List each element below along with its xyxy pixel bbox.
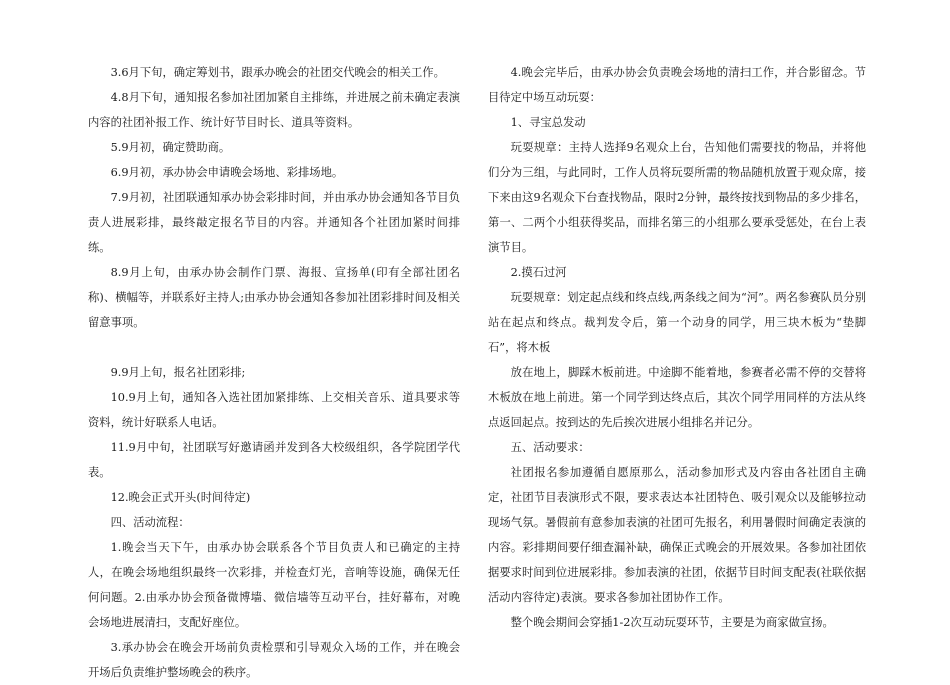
paragraph: 10.9月上旬，通知各入选社团加紧排练、上交相关音乐、道具要求等资料，统计好联系人电话。 [88, 391, 460, 429]
paragraph: 9.9月上旬，报名社团彩排; [110, 366, 246, 379]
blank-line [88, 335, 460, 360]
left-column [88, 60, 460, 685]
section-heading: 五、活动要求： [510, 441, 590, 454]
paragraph: 1.晚会当天下午，由承办协会联系各个节目负责人和已确定的主持人，在晚会场地组织最终一次彩排，并检查灯光，音响等设施，确保无任何问题。2.由承办协会预备微博墙、微信墙等互动平台，挂好幕布，对晚会场地进展清扫，支配好座位。 [88, 541, 460, 629]
paragraph: 8.9月上旬，由承办协会制作门票、海报、宣扬单(印有全部社团名称)、横幅等，并联系好主持人;由承办协会通知各参加社团彩排时间及相关留意事项。 [88, 266, 460, 329]
subsection-heading: 1、寻宝总发动 [510, 116, 586, 129]
paragraph: 放在地上，脚踩木板前进。中途脚不能着地，参赛者必需不停的交替将木板放在地上前进。第一个同学到达终点后，其次个同学用同样的方法从终点返回起点。按到达的先后挨次进展小组排名并记分。 [488, 366, 866, 429]
paragraph: 社团报名参加遵循自愿原那么，活动参加形式及内容由各社团自主确定，社团节目表演形式不限，要求表达本社团特色、吸引观众以及能够拉动现场气氛。暑假前有意参加表演的社团可先报名，利用暑假时间确定表演的内容。彩排期间要仔细查漏补缺，确保正式晚会的开展效果。各参加社团依据要求时间到位进展彩排。参加表演的社团，依据节目时间支配表(社联依据活动内容待定)表演。要求各参加社团协作工作。 [488, 466, 866, 604]
paragraph: 3.6月下旬，确定筹划书，跟承办晚会的社团交代晚会的相关工作。 [110, 66, 445, 79]
paragraph: 3.承办协会在晚会开场前负责检票和引导观众入场的工作，并在晚会开场后负责维护整场晚会的秩序。 [88, 641, 460, 679]
paragraph: 玩耍规章：划定起点线和终点线,两条线之间为“河”。两名参赛队员分别站在起点和终点。裁判发令后，第一个动身的同学，用三块木板为“垫脚石”，将木板 [488, 291, 866, 354]
paragraph: 4.晚会完毕后，由承办协会负责晚会场地的清扫工作，并合影留念。节目待定中场互动玩耍： [488, 66, 866, 104]
paragraph: 7.9月初，社团联通知承办协会彩排时间，并由承办协会通知各节目负责人进展彩排，最终敲定报名节目的内容。并通知各个社团加紧时间排练。 [88, 191, 460, 254]
right-column [488, 60, 866, 635]
paragraph: 5.9月初，确定赞助商。 [110, 141, 231, 154]
paragraph: 12.晚会正式开头(时间待定) [110, 491, 251, 504]
paragraph: 11.9月中旬，社团联写好邀请函并发到各大校级组织，各学院团学代表。 [88, 441, 460, 479]
paragraph: 6.9月初，承办协会申请晚会场地、彩排场地。 [110, 166, 344, 179]
paragraph: 整个晚会期间会穿插1-2次互动玩耍环节，主要是为商家做宣扬。 [510, 616, 834, 629]
section-heading: 四、活动流程： [110, 516, 190, 529]
paragraph: 玩耍规章：主持人选择9名观众上台，告知他们需要找的物品，并将他们分为三组，与此同时，工作人员将玩耍所需的物品随机放置于观众席，接下来由这9名观众下台查找物品，限时2分钟，最终按找到物品的多少排名，第一、二两个小组获得奖品，而排名第三的小组那么要承受惩处，在台上表演节目。 [488, 141, 866, 254]
subsection-heading: 2.摸石过河 [510, 266, 567, 279]
paragraph: 4.8月下旬，通知报名参加社团加紧自主排练，并进展之前未确定表演内容的社团补报工作、统计好节目时长、道具等资料。 [88, 91, 460, 129]
